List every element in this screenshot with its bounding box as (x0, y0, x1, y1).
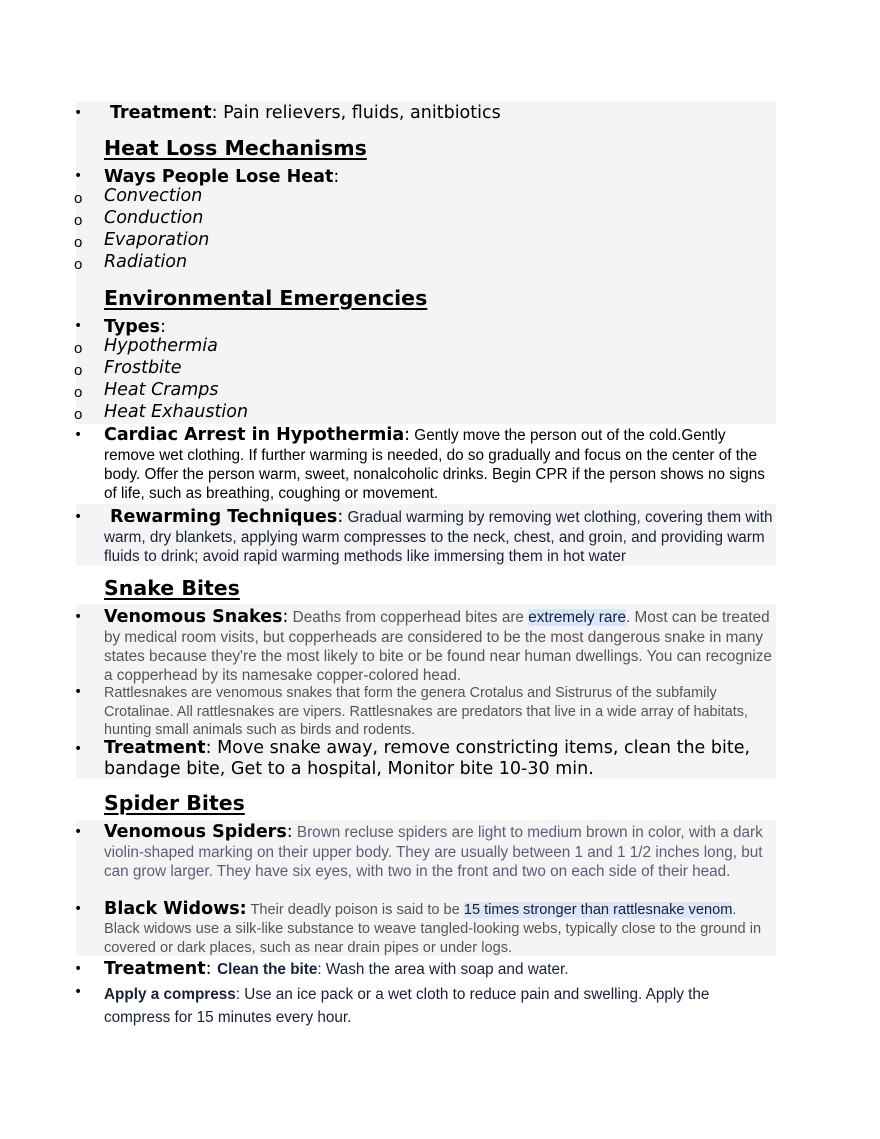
types-label: Types (104, 317, 161, 337)
heat-loss-item: Radiation (104, 252, 188, 272)
circle-bullet-icon: o (74, 362, 83, 379)
bullet-icon: • (74, 168, 83, 184)
highlight: 15 times stronger than rattlesnake venom (463, 902, 733, 918)
cardiac-label: Cardiac Arrest in Hypothermia (104, 425, 405, 445)
bullet-icon: • (74, 318, 83, 334)
black-widows-label: Black Widows: (104, 899, 247, 919)
emergency-type: Heat Exhaustion (104, 402, 249, 422)
rewarm-text: Gradual warming by removing wet clothing, covering them with warm, dry blankets, applying warm compresses to the neck, chest, and groin, and providing warm fluids to drink; avoid rapid warming methods like immersing them in hot water (104, 509, 773, 565)
section-heading-environmental: Environmental Emergencies (104, 286, 428, 310)
snake-treatment-label: Treatment (104, 738, 206, 758)
ways-label: Ways People Lose Heat (104, 167, 334, 187)
bullet-icon: • (74, 824, 83, 840)
bullet-icon: • (74, 684, 83, 700)
emergency-type: Hypothermia (104, 336, 218, 356)
venomous-snakes-label: Venomous Snakes (104, 607, 283, 627)
spider-treatment-label: Treatment (104, 959, 206, 979)
section-heading-snake-bites: Snake Bites (104, 576, 240, 600)
bullet-icon: • (74, 509, 83, 525)
cardiac-text: Gently move the person out of the cold.Gently remove wet clothing. If further warming is needed, do so gradually and focus on the center of the body. Offer the person warm, sweet, nonalcoholic drinks. Begin CPR if the person shows no signs of life, such as breathing, coughing or movement. (104, 427, 765, 502)
circle-bullet-icon: o (74, 384, 83, 401)
circle-bullet-icon: o (74, 234, 83, 251)
venomous-spiders-label: Venomous Spiders (104, 822, 287, 842)
circle-bullet-icon: o (74, 406, 83, 423)
bullet-icon: • (74, 105, 83, 121)
venomous-spiders-text: Brown recluse spiders are light to medium brown in color, with a dark violin-shaped marking on their upper body. They are usually between 1 and 1 1/2 inches long, but can grow larger. They have six eyes, with two in the front and two on each side of their head. (104, 824, 763, 880)
bullet-icon: • (74, 984, 83, 1000)
bullet-icon: • (74, 961, 83, 977)
snake-treatment-text: : Move snake away, remove constricting items, clean the bite, bandage bite, Get to a hospital, Monitor bite 10-30 min. (104, 738, 751, 779)
heat-loss-item: Conduction (104, 208, 204, 228)
circle-bullet-icon: o (74, 190, 83, 207)
section-heading-spider-bites: Spider Bites (104, 791, 245, 815)
heat-loss-item: Convection (104, 186, 203, 206)
highlight: extremely rare (528, 609, 626, 626)
bullet-icon: • (74, 901, 83, 917)
bullet-icon: • (74, 609, 83, 625)
bullet-icon: • (74, 741, 83, 757)
rewarm-label: Rewarming Techniques (110, 507, 338, 527)
clean-bite-label: Clean the bite (217, 961, 318, 978)
treatment-text: : Pain relievers, fluids, anitbiotics (211, 103, 501, 123)
emergency-type: Heat Cramps (104, 380, 219, 400)
circle-bullet-icon: o (74, 256, 83, 273)
heat-loss-item: Evaporation (104, 230, 210, 250)
section-heading-heat-loss: Heat Loss Mechanisms (104, 136, 367, 160)
rattlesnake-text: Rattlesnakes are venomous snakes that form the genera Crotalus and Sistrurus of the subfamily Crotalinae. All rattlesnakes are vipers. Rattlesnakes are predators that live in a wide array of habitats, hunting small animals such as birds and rodents. (104, 685, 748, 738)
apply-compress-label: Apply a compress (104, 986, 236, 1003)
circle-bullet-icon: o (74, 340, 83, 357)
bullet-icon: • (74, 427, 83, 443)
circle-bullet-icon: o (74, 212, 83, 229)
emergency-type: Frostbite (104, 358, 182, 378)
treatment-label: Treatment (110, 103, 212, 123)
